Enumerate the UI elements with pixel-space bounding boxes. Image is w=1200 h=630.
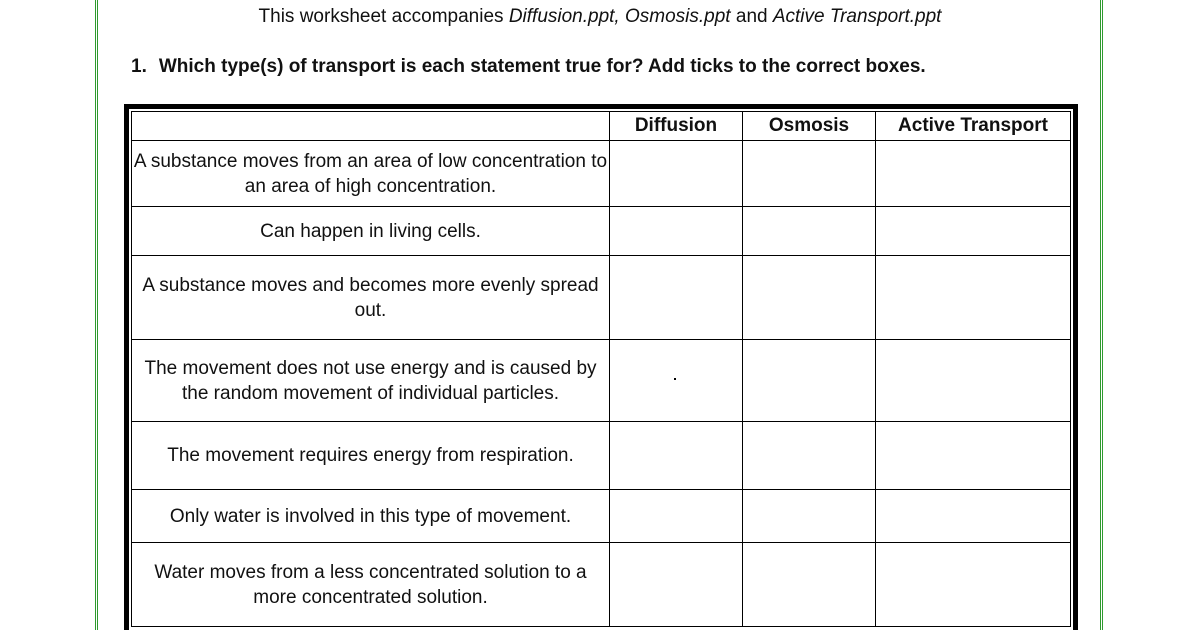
tick-box-active-transport[interactable]	[876, 207, 1071, 256]
statement-cell: A substance moves and becomes more evenly spread out.	[132, 256, 610, 340]
statement-cell: A substance moves from an area of low concentration to an area of high concentration.	[132, 141, 610, 207]
transport-table	[131, 111, 1071, 627]
statement-cell: Can happen in living cells.	[132, 207, 610, 256]
table-frame	[124, 104, 1078, 630]
intro-conjunction: and	[730, 6, 773, 27]
table-row	[132, 340, 1071, 422]
header-row	[132, 112, 1071, 141]
intro-line	[0, 6, 1200, 28]
tick-box-active-transport[interactable]	[876, 340, 1071, 422]
page-border-right	[1100, 0, 1103, 630]
tick-box-diffusion[interactable]	[610, 141, 743, 207]
tick-box-diffusion[interactable]	[610, 422, 743, 490]
tick-box-osmosis[interactable]	[743, 207, 876, 256]
header-diffusion: Diffusion	[610, 112, 743, 141]
table-row	[132, 422, 1071, 490]
tick-box-diffusion[interactable]	[610, 543, 743, 627]
header-osmosis: Osmosis	[743, 112, 876, 141]
tick-box-active-transport[interactable]	[876, 141, 1071, 207]
stray-dot	[674, 378, 676, 380]
statement-cell: The movement requires energy from respiration.	[132, 422, 610, 490]
table-row	[132, 543, 1071, 627]
tick-box-active-transport[interactable]	[876, 256, 1071, 340]
table-row	[132, 141, 1071, 207]
tick-box-active-transport[interactable]	[876, 490, 1071, 543]
statement-cell: The movement does not use energy and is caused by the random movement of individual particles.	[132, 340, 610, 422]
header-blank	[132, 112, 610, 141]
tick-box-active-transport[interactable]	[876, 543, 1071, 627]
header-active-transport: Active Transport	[876, 112, 1071, 141]
question-heading	[131, 56, 926, 78]
table-row	[132, 207, 1071, 256]
tick-box-osmosis[interactable]	[743, 422, 876, 490]
table-row	[132, 490, 1071, 543]
tick-box-diffusion[interactable]	[610, 207, 743, 256]
intro-file-osmosis: Osmosis.ppt	[625, 6, 731, 27]
table-row	[132, 256, 1071, 340]
tick-box-diffusion[interactable]	[610, 490, 743, 543]
statement-cell: Only water is involved in this type of movement.	[132, 490, 610, 543]
page-border-left	[95, 0, 98, 630]
tick-box-osmosis[interactable]	[743, 543, 876, 627]
tick-box-osmosis[interactable]	[743, 340, 876, 422]
tick-box-osmosis[interactable]	[743, 256, 876, 340]
intro-file-diffusion: Diffusion.ppt,	[508, 6, 620, 27]
table-inner	[129, 109, 1073, 630]
tick-box-diffusion[interactable]	[610, 340, 743, 422]
intro-prefix: This worksheet accompanies	[258, 6, 509, 27]
tick-box-active-transport[interactable]	[876, 422, 1071, 490]
intro-file-active-transport: Active Transport.ppt	[772, 6, 942, 27]
statement-cell: Water moves from a less concentrated solution to a more concentrated solution.	[132, 543, 610, 627]
tick-box-diffusion[interactable]	[610, 256, 743, 340]
tick-box-osmosis[interactable]	[743, 141, 876, 207]
question-text: Which type(s) of transport is each statement true for? Add ticks to the correct boxes.	[158, 56, 926, 77]
tick-box-osmosis[interactable]	[743, 490, 876, 543]
question-number: 1.	[131, 56, 147, 77]
